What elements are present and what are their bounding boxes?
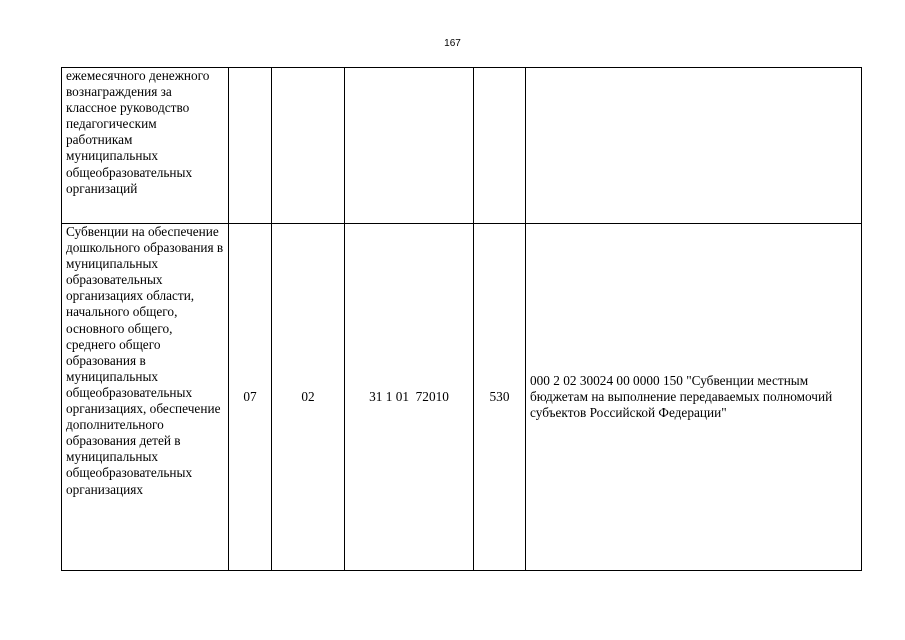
subsection-cell: 02 bbox=[272, 224, 345, 571]
budget-table bbox=[61, 67, 862, 571]
section-cell: 07 bbox=[229, 224, 272, 571]
section-cell bbox=[229, 68, 272, 224]
page-number: 167 bbox=[444, 38, 461, 49]
subsection-cell bbox=[272, 68, 345, 224]
row-name-cell: ежемесячного денежного вознаграждения за классное руководство педагогическим работникам муниципальных общеобразовательных организаций bbox=[62, 68, 229, 224]
expense-type-cell: 530 bbox=[474, 224, 526, 571]
expense-type-cell bbox=[474, 68, 526, 224]
table-row bbox=[62, 224, 862, 571]
revenue-code-cell: 000 2 02 30024 00 0000 150 "Субвенции местным бюджетам на выполнение передаваемых полномочий субъектов Российской Федерации" bbox=[526, 224, 862, 571]
row-name-cell: Субвенции на обеспечение дошкольного образования в муниципальных образовательных организациях области, начального общего, основного общего, среднего общего образования в муниципальных общеобразовательных организациях, обеспечение дополнительного образования детей в муниципальных общеобразовательных организациях bbox=[62, 224, 229, 571]
table-row bbox=[62, 68, 862, 224]
target-article-cell: 31 1 01 72010 bbox=[345, 224, 474, 571]
revenue-code-cell bbox=[526, 68, 862, 224]
target-article-cell bbox=[345, 68, 474, 224]
